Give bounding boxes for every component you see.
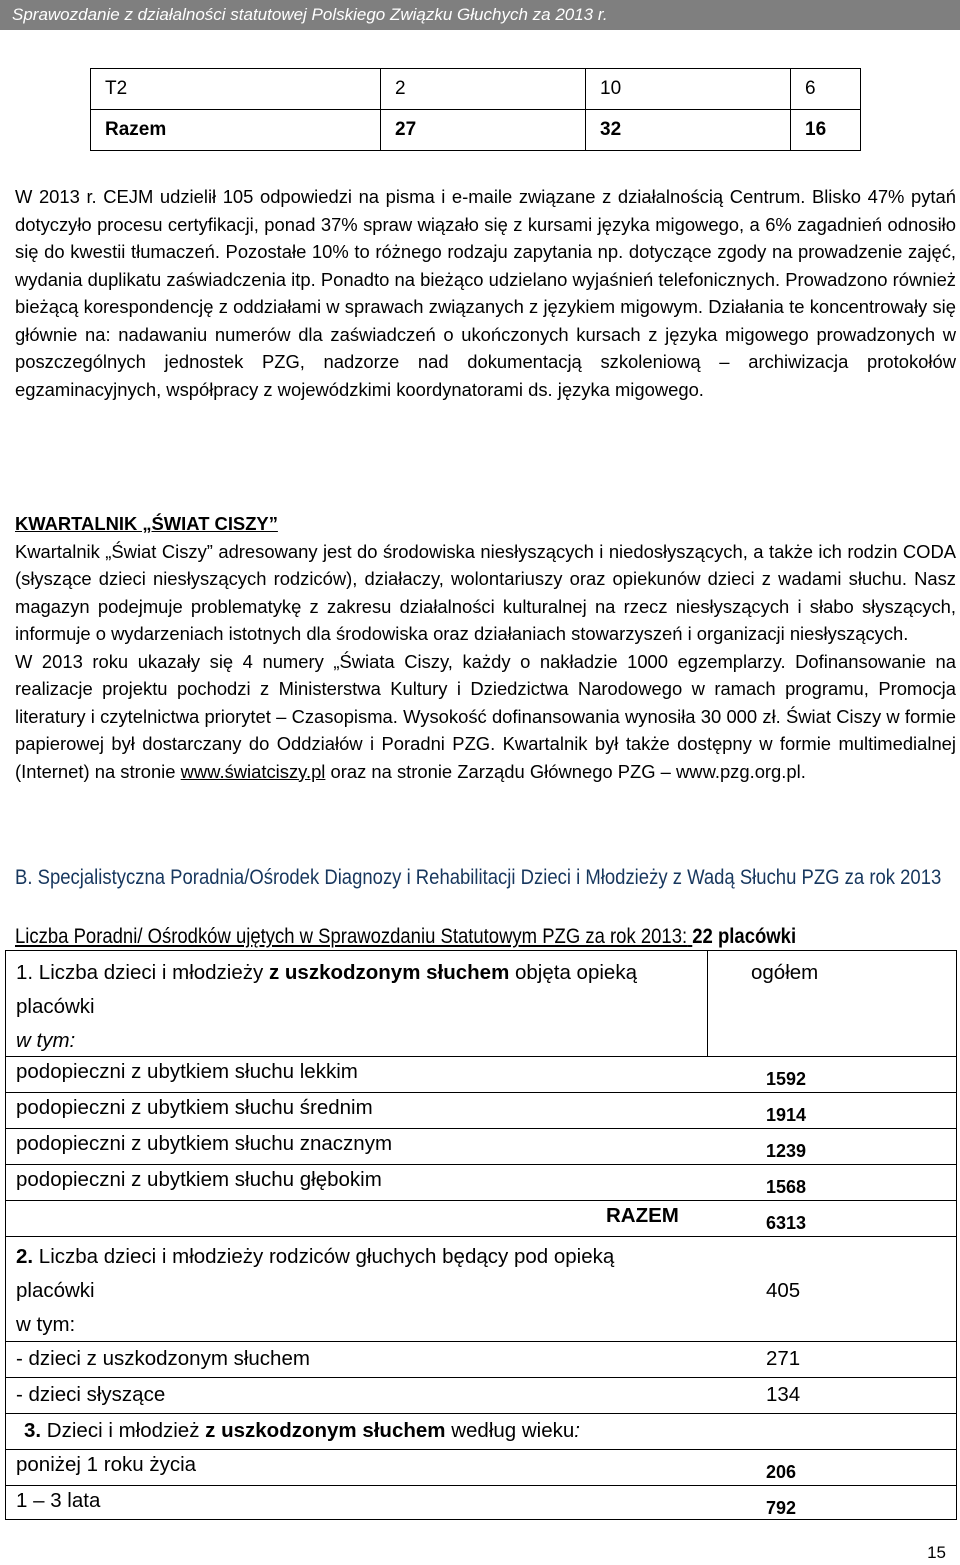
table-row-heading-2 <box>6 1236 956 1342</box>
header-title: Sprawozdanie z działalności statutowej Polskiego Związku Głuchych za 2013 r. <box>12 5 608 24</box>
count-value: 22 placówki <box>692 924 797 948</box>
s1-bold: z uszkodzonym słuchem <box>268 961 510 984</box>
row-value: 1914 <box>766 1105 807 1125</box>
cejm-paragraph: W 2013 r. CEJM udzielił 105 odpowiedzi na pisma i e-maile związane z działalnością Centrum. Blisko 47% pytań dotyczyło procesu certyfikacji, ponad 37% spraw wiązało się z kursami języka migowego, a 6% zagadnień odnosiło się do kwestii tłumaczeń. Pozostałe 10% to różnego rodzaju zapytania np. dotyczące zgody na prowadzenie zajęć, wydania duplikatu zaświadczenia itp. Ponadto na bieżąco udzielano wyjaśnień telefonicznych. Prowadzono również bieżącą korespondencję z oddziałami w sprawach związanych z językiem migowym. Działania te koncentrowały się głównie na: nadawaniu numerów dla zaświadczeń o ukończonych kursach z języka migowego prowadzonych w poszczególnych jednostek PZG, nadzorze nad dokumentacją szkoleniową – archiwizacja protokołów egzaminacyjnych, współpracy z wojewódzkimi koordynatorami ds. języka migowego. <box>15 186 956 400</box>
row-label: podopieczni z ubytkiem słuchu lekkim <box>16 1060 358 1083</box>
table-row-total <box>91 110 861 151</box>
section-b-title: B. Specjalistyczna Poradnia/Ośrodek Diagnozy i Rehabilitacji Dzieci i Młodzieży z Wadą Słuchu PZG za rok 2013 <box>15 865 942 889</box>
s2-line2: placówki <box>16 1279 95 1302</box>
table-cell: Razem <box>91 110 381 151</box>
kwartalnik-paragraph-1: Kwartalnik „Świat Ciszy” adresowany jest do środowiska niesłyszących i niedosłyszących, a także ich rodzin CODA (słyszące dzieci niesłyszących rodziców), działaczy, wolontariuszy oraz opiekunów dzieci z wadami słuchu. Nasz magazyn podejmuje problematykę z zakresu działalności kulturalnej na rzecz niesłyszących i słabo słyszących, informuje o wydarzeniach istotnych dla środowiska oraz działaniach stowarzyszeń i organizacji niesłyszących. <box>15 540 956 644</box>
kwartalnik-paragraph-2-text: W 2013 roku ukazały się 4 numery „Świata Ciszy, każdy o nakładzie 1000 egzemplarzy. Dofinansowanie na realizacje projektu pochodzi z Ministerstwa Kultury i Dziedzictwa Narodowego w ramach programu, Promocja literatury i czytelnictwa priorytet – Czasopisma. Wysokość dofinansowania wynosiła 30 000 zł. Świat Ciszy w formie papierowej był dostarczany do Oddziałów i Poradni PZG. Kwartalnik był także dostępny w formie multimedialnej (Internet) na stronie <box>15 650 956 782</box>
s1-post: objęta opieką <box>509 961 637 984</box>
kwartalnik-paragraph-2-end: oraz na stronie Zarządu Głównego PZG – www.pzg.org.pl. <box>325 760 806 782</box>
table-cell: 16 <box>791 110 861 151</box>
kwartalnik-section <box>15 510 956 785</box>
s2-text: Liczba dzieci i młodzieży rodziców głuchych będący pod opieką <box>33 1245 615 1268</box>
section-b-count <box>15 922 875 950</box>
kwartalnik-paragraph-2 <box>15 648 956 786</box>
table-row <box>6 1377 956 1414</box>
table-row <box>6 1128 956 1165</box>
table-row <box>6 1056 956 1093</box>
row-value: 271 <box>766 1347 801 1370</box>
table-cell: T2 <box>91 69 381 110</box>
s3-bold: z uszkodzonym słuchem <box>205 1419 446 1442</box>
row-label: 1 – 3 lata <box>16 1489 101 1512</box>
table-cell: 27 <box>381 110 586 151</box>
s3-post: według wieku <box>445 1419 575 1442</box>
page-header <box>0 0 960 30</box>
s2-value: 405 <box>766 1279 801 1302</box>
row-label: - dzieci słyszące <box>16 1383 166 1406</box>
s1-line2: placówki <box>16 995 95 1018</box>
row-value: 1239 <box>766 1141 807 1161</box>
kwartalnik-title: KWARTALNIK „ŚWIAT CISZY” <box>15 513 278 534</box>
row-value: 1592 <box>766 1069 807 1089</box>
count-label: Liczba Poradni/ Ośrodków ujętych w Sprawozdaniu Statutowym PZG za rok 2013: <box>15 924 688 948</box>
s1-number: 1. <box>16 961 34 984</box>
row-label: poniżej 1 roku życia <box>16 1453 197 1476</box>
s1-right-header: ogółem <box>751 961 819 984</box>
table-cell: 32 <box>586 110 791 151</box>
row-value: 1568 <box>766 1177 807 1197</box>
table-row <box>6 1341 956 1378</box>
row-label: - dzieci z uszkodzonym słuchem <box>16 1347 310 1370</box>
table-row <box>91 69 861 110</box>
page-number: 15 <box>927 1543 946 1562</box>
table-cell: 6 <box>791 69 861 110</box>
table-row-heading-1 <box>6 951 956 1057</box>
row-value: 792 <box>766 1498 797 1518</box>
poradnie-table <box>5 950 957 1520</box>
table-cell: 10 <box>586 69 791 110</box>
razem-value: 6313 <box>766 1213 807 1233</box>
table-cell: 2 <box>381 69 586 110</box>
s2-number: 2. <box>16 1245 34 1268</box>
row-value: 134 <box>766 1383 801 1406</box>
summary-table <box>90 68 861 151</box>
table-row-heading-3 <box>6 1413 956 1450</box>
row-label: podopieczni z ubytkiem słuchu głębokim <box>16 1168 382 1191</box>
row-label: podopieczni z ubytkiem słuchu średnim <box>16 1096 373 1119</box>
table-row-total <box>6 1200 956 1237</box>
row-label: podopieczni z ubytkiem słuchu znacznym <box>16 1132 393 1155</box>
s1-heading <box>16 956 637 1058</box>
table-row <box>6 1449 956 1486</box>
table-row <box>6 1164 956 1201</box>
s2-line3: w tym: <box>16 1313 76 1336</box>
s3-pre: Dzieci i młodzież <box>41 1419 206 1442</box>
s3-number: 3. <box>24 1419 42 1442</box>
s2-heading <box>16 1240 614 1342</box>
razem-label: RAZEM <box>606 1204 679 1227</box>
swiatciszy-link[interactable]: www.światciszy.pl <box>180 760 326 782</box>
s3-heading <box>24 1419 580 1443</box>
table-row <box>6 1092 956 1129</box>
row-value: 206 <box>766 1462 797 1482</box>
s3-colon: : <box>574 1419 580 1442</box>
s1-pre: Liczba dzieci i młodzieży <box>33 961 269 984</box>
table-row <box>6 1485 956 1519</box>
s1-line3: w tym: <box>16 1029 76 1052</box>
